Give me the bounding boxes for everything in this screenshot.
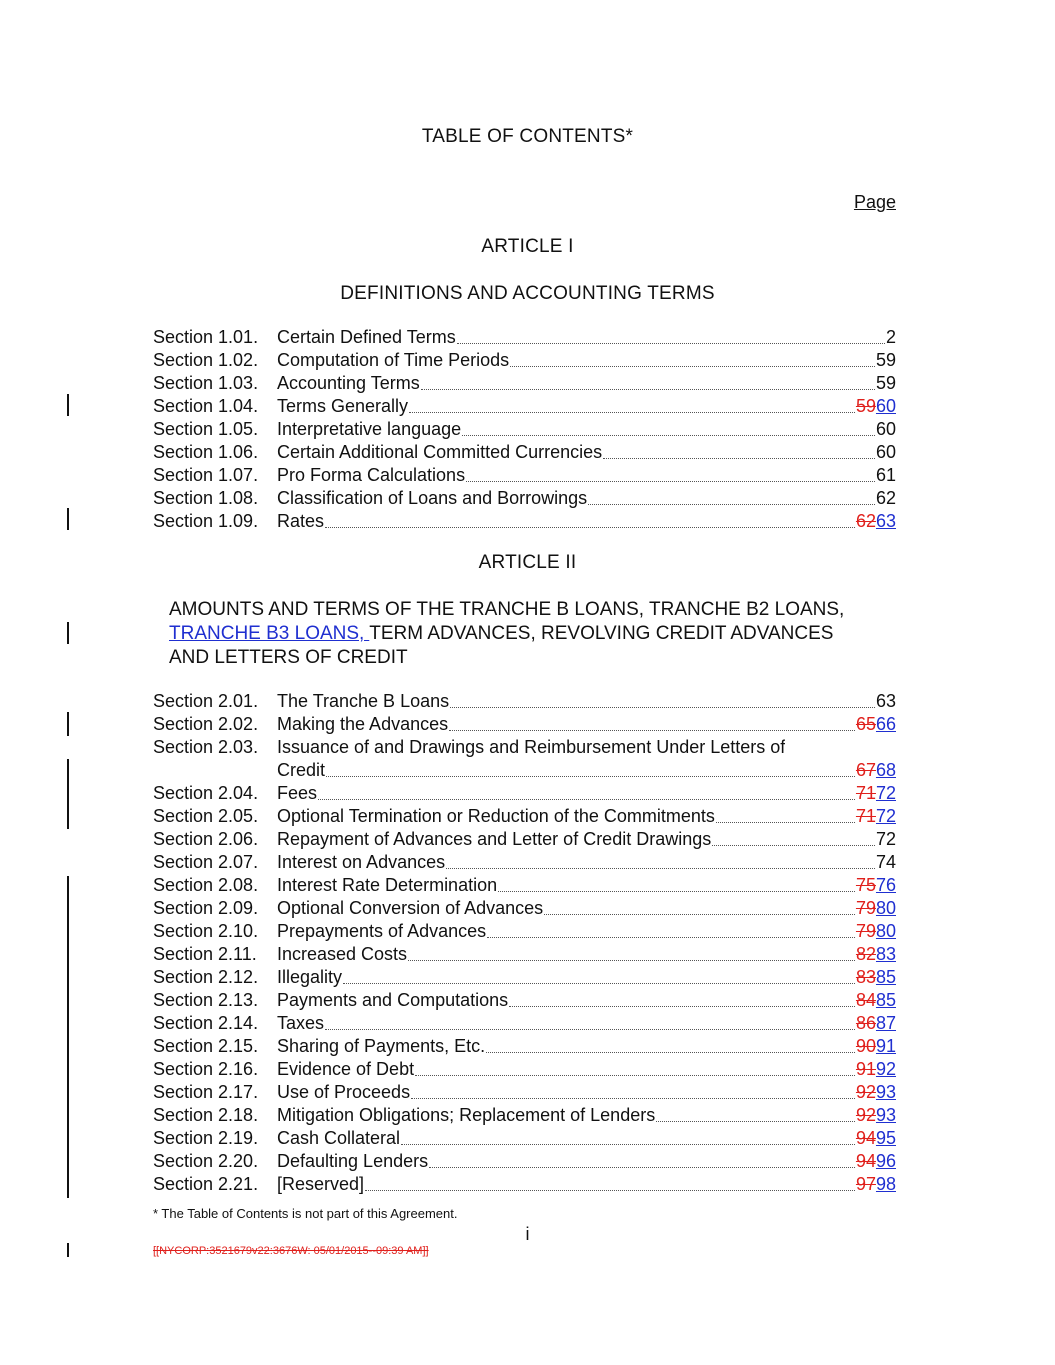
section-number: Section 2.18. <box>153 1105 259 1125</box>
leader-dots <box>487 937 855 938</box>
section-number: Section 2.02. <box>153 714 259 734</box>
toc-row[interactable] <box>153 943 896 966</box>
toc-row[interactable] <box>153 874 896 897</box>
inserted-title-text: TRANCHE B3 LOANS, <box>169 623 370 644</box>
deleted-page: 84 <box>855 990 876 1010</box>
leader-dots <box>421 389 875 390</box>
leader-dots <box>457 343 885 344</box>
leader-dots <box>544 914 855 915</box>
toc-row[interactable] <box>153 690 896 713</box>
page-number-revised <box>856 966 896 989</box>
inserted-page: 66 <box>875 714 896 734</box>
section-title[interactable]: Prepayments of Advances <box>277 921 487 941</box>
section-number: Section 1.03. <box>153 373 259 393</box>
section-number: Section 2.08. <box>153 875 259 895</box>
section-number: Section 2.04. <box>153 783 259 803</box>
toc-row[interactable] <box>153 1173 896 1196</box>
section-title[interactable]: Computation of Time Periods <box>277 350 510 370</box>
leader-dots <box>401 1144 855 1145</box>
toc-row[interactable] <box>153 1058 896 1081</box>
section-number: Section 2.20. <box>153 1151 259 1171</box>
deleted-page: 62 <box>855 511 876 531</box>
section-title[interactable]: Optional Termination or Reduction of the Commitments <box>277 806 715 826</box>
page-number-revised <box>856 1173 896 1196</box>
section-title[interactable]: Evidence of Debt <box>277 1059 415 1079</box>
article-2-title-line-1: AMOUNTS AND TERMS OF THE TRANCHE B LOANS, TRANCHE B2 LOANS, <box>169 599 845 620</box>
toc-row[interactable] <box>153 418 896 441</box>
inserted-page: 72 <box>875 806 896 826</box>
section-number: Section 2.13. <box>153 990 259 1010</box>
page-number-revised <box>856 989 896 1012</box>
section-number: Section 2.03. <box>153 737 259 757</box>
title-text: TERM ADVANCES, REVOLVING CREDIT ADVANCES <box>369 623 834 644</box>
toc-row[interactable] <box>153 920 896 943</box>
inserted-page: 68 <box>875 760 896 780</box>
change-bar <box>67 712 69 736</box>
section-number: Section 1.09. <box>153 511 259 531</box>
page-number-revised <box>856 1012 896 1035</box>
toc-row[interactable] <box>153 1035 896 1058</box>
page-number: 59 <box>875 350 896 370</box>
section-number: Section 1.02. <box>153 350 259 370</box>
page-number-revised <box>856 510 896 533</box>
deleted-page: 92 <box>855 1105 876 1125</box>
leader-dots <box>343 983 855 984</box>
section-title[interactable]: Certain Defined Terms <box>277 327 456 347</box>
page-number-revised <box>856 805 896 828</box>
leader-dots <box>446 868 875 869</box>
leader-dots <box>603 458 875 459</box>
inserted-page: 80 <box>875 921 896 941</box>
article-2-title-line-2 <box>169 622 899 646</box>
toc-row[interactable] <box>153 805 896 828</box>
inserted-page: 96 <box>875 1151 896 1171</box>
page-number-revised <box>856 1081 896 1104</box>
toc-row[interactable] <box>153 464 896 487</box>
leader-dots <box>408 960 855 961</box>
section-number: Section 2.11. <box>153 944 257 964</box>
leader-dots <box>498 891 855 892</box>
page-number-revised <box>856 1127 896 1150</box>
page-number-revised <box>856 395 896 418</box>
inserted-page: 95 <box>875 1128 896 1148</box>
article-2-toc <box>153 690 896 1196</box>
page-number: 60 <box>875 442 896 462</box>
toc-row[interactable] <box>153 851 896 874</box>
section-number: Section 2.10. <box>153 921 259 941</box>
section-title[interactable]: Defaulting Lenders <box>277 1151 429 1171</box>
leader-dots <box>450 707 875 708</box>
section-number: Section 2.19. <box>153 1128 259 1148</box>
leader-dots <box>429 1167 855 1168</box>
leader-dots <box>325 527 855 528</box>
leader-dots <box>712 845 875 846</box>
section-title[interactable]: Repayment of Advances and Letter of Credit Drawings <box>277 829 712 849</box>
page-number-revised <box>856 897 896 920</box>
deleted-page: 79 <box>855 898 876 918</box>
document-id: [[NYCORP:3521679v22:3676W: 05/01/2015--09:39 AM]] <box>153 1245 429 1257</box>
page-number-revised <box>856 782 896 805</box>
section-number: Section 1.05. <box>153 419 259 439</box>
toc-row[interactable] <box>153 1104 896 1127</box>
section-number: Section 2.15. <box>153 1036 259 1056</box>
section-title-continued[interactable]: Credit <box>277 760 326 780</box>
page-number: 59 <box>875 373 896 393</box>
change-bar <box>67 759 69 829</box>
page-number: 72 <box>875 829 896 849</box>
section-number: Section 2.07. <box>153 852 259 872</box>
leader-dots <box>409 412 855 413</box>
toc-row[interactable] <box>153 349 896 372</box>
toc-row[interactable] <box>153 1081 896 1104</box>
page-number: 61 <box>875 465 896 485</box>
page-number-revised <box>856 1058 896 1081</box>
page-number: 74 <box>875 852 896 872</box>
section-title[interactable]: Interpretative language <box>277 419 462 439</box>
section-number: Section 2.12. <box>153 967 259 987</box>
change-bar <box>67 394 69 416</box>
section-title[interactable]: Rates <box>277 511 325 531</box>
toc-row[interactable] <box>153 1127 896 1150</box>
toc-row[interactable] <box>153 713 896 736</box>
section-number: Section 1.06. <box>153 442 259 462</box>
section-title[interactable]: Accounting Terms <box>277 373 420 393</box>
toc-row[interactable] <box>153 395 896 418</box>
change-bar <box>67 622 69 644</box>
section-title[interactable]: The Tranche B Loans <box>277 691 450 711</box>
inserted-page: 63 <box>875 511 896 531</box>
section-title[interactable]: Taxes <box>277 1013 325 1033</box>
deleted-page: 82 <box>855 944 876 964</box>
inserted-page: 83 <box>875 944 896 964</box>
article-2-title-line-3: AND LETTERS OF CREDIT <box>169 647 408 668</box>
inserted-page: 91 <box>875 1036 896 1056</box>
section-number: Section 2.05. <box>153 806 259 826</box>
page-number-revised <box>856 920 896 943</box>
change-bar <box>67 1243 69 1257</box>
deleted-page: 79 <box>855 921 876 941</box>
section-number: Section 2.09. <box>153 898 259 918</box>
leader-dots <box>716 822 855 823</box>
page-number-revised <box>856 943 896 966</box>
inserted-page: 76 <box>875 875 896 895</box>
toc-row[interactable] <box>153 441 896 464</box>
deleted-page: 67 <box>855 760 876 780</box>
deleted-page: 90 <box>855 1036 876 1056</box>
section-number: Section 2.21. <box>153 1174 259 1194</box>
section-number: Section 1.01. <box>153 327 259 347</box>
toc-row[interactable] <box>153 989 896 1012</box>
section-title[interactable]: Fees <box>277 783 318 803</box>
toc-row[interactable] <box>153 326 896 349</box>
page-number-revised <box>856 1104 896 1127</box>
deleted-page: 83 <box>855 967 876 987</box>
deleted-page: 94 <box>855 1151 876 1171</box>
inserted-page: 60 <box>875 396 896 416</box>
section-title[interactable]: Mitigation Obligations; Replacement of Lenders <box>277 1105 656 1125</box>
leader-dots <box>318 799 855 800</box>
toc-row[interactable] <box>153 1012 896 1035</box>
inserted-page: 92 <box>875 1059 896 1079</box>
section-title[interactable]: Increased Costs <box>277 944 408 964</box>
inserted-page: 93 <box>875 1082 896 1102</box>
page-column-label: Page <box>853 192 896 212</box>
page-number-revised <box>856 759 896 782</box>
section-number: Section 1.07. <box>153 465 259 485</box>
inserted-page: 72 <box>875 783 896 803</box>
change-bar <box>67 876 69 1198</box>
page-number-revised <box>856 874 896 897</box>
inserted-page: 85 <box>875 990 896 1010</box>
leader-dots <box>411 1098 855 1099</box>
deleted-page: 71 <box>855 806 876 826</box>
article-1-label: ARTICLE I <box>481 236 574 257</box>
section-title[interactable]: Certain Additional Committed Currencies <box>277 442 603 462</box>
toc-title: TABLE OF CONTENTS* <box>421 126 634 147</box>
deleted-page: 94 <box>855 1128 876 1148</box>
inserted-page: 85 <box>875 967 896 987</box>
leader-dots <box>510 366 875 367</box>
inserted-page: 80 <box>875 898 896 918</box>
toc-row-continuation[interactable] <box>153 759 896 782</box>
deleted-page: 91 <box>855 1059 876 1079</box>
toc-row[interactable] <box>153 1150 896 1173</box>
deleted-page: 71 <box>855 783 876 803</box>
leader-dots <box>462 435 875 436</box>
page-number-revised <box>856 1150 896 1173</box>
section-number: Section 1.04. <box>153 396 259 416</box>
article-2-label: ARTICLE II <box>478 552 577 573</box>
section-title[interactable]: [Reserved] <box>277 1174 365 1194</box>
inserted-page: 87 <box>875 1013 896 1033</box>
toc-row[interactable] <box>153 372 896 395</box>
leader-dots <box>486 1052 855 1053</box>
inserted-page: 93 <box>875 1105 896 1125</box>
inserted-page: 98 <box>875 1174 896 1194</box>
deleted-page: 65 <box>855 714 876 734</box>
section-title[interactable]: Classification of Loans and Borrowings <box>277 488 588 508</box>
leader-dots <box>326 776 855 777</box>
page-number-footer: i <box>525 1224 530 1244</box>
section-number: Section 1.08. <box>153 488 259 508</box>
toc-row[interactable] <box>153 487 896 510</box>
toc-row[interactable] <box>153 966 896 989</box>
leader-dots <box>466 481 875 482</box>
section-title[interactable]: Illegality <box>277 967 343 987</box>
article-1-title: DEFINITIONS AND ACCOUNTING TERMS <box>340 283 715 304</box>
toc-row[interactable] <box>153 897 896 920</box>
page-number-revised <box>856 1035 896 1058</box>
leader-dots <box>656 1121 855 1122</box>
section-number: Section 2.06. <box>153 829 259 849</box>
section-title[interactable]: Payments and Computations <box>277 990 509 1010</box>
section-title[interactable]: Cash Collateral <box>277 1128 401 1148</box>
section-number: Section 2.16. <box>153 1059 259 1079</box>
section-title[interactable]: Sharing of Payments, Etc. <box>277 1036 486 1056</box>
section-number: Section 2.01. <box>153 691 259 711</box>
leader-dots <box>588 504 875 505</box>
toc-row-first-line[interactable] <box>153 736 896 759</box>
page-number-revised <box>856 713 896 736</box>
leader-dots <box>449 730 855 731</box>
leader-dots <box>365 1190 855 1191</box>
article-1-toc <box>153 326 896 533</box>
article-2-title <box>169 598 899 670</box>
section-title[interactable]: Use of Proceeds <box>277 1082 411 1102</box>
section-number: Section 2.14. <box>153 1013 259 1033</box>
deleted-page: 86 <box>855 1013 876 1033</box>
section-number: Section 2.17. <box>153 1082 259 1102</box>
toc-row[interactable] <box>153 782 896 805</box>
deleted-page: 97 <box>855 1174 876 1194</box>
page-number: 62 <box>875 488 896 508</box>
toc-row[interactable] <box>153 828 896 851</box>
change-bar <box>67 508 69 530</box>
footnote: * The Table of Contents is not part of this Agreement. <box>153 1206 458 1221</box>
toc-row[interactable] <box>153 510 896 533</box>
section-title[interactable]: Pro Forma Calculations <box>277 465 466 485</box>
page-number: 2 <box>885 327 896 347</box>
section-title[interactable]: Terms Generally <box>277 396 409 416</box>
page-number: 60 <box>875 419 896 439</box>
section-title[interactable]: Issuance of and Drawings and Reimbursement Under Letters of <box>277 737 786 757</box>
section-title[interactable]: Interest on Advances <box>277 852 446 872</box>
deleted-page: 75 <box>855 875 876 895</box>
section-title[interactable]: Optional Conversion of Advances <box>277 898 544 918</box>
leader-dots <box>415 1075 855 1076</box>
deleted-page: 59 <box>855 396 876 416</box>
section-title[interactable]: Interest Rate Determination <box>277 875 498 895</box>
deleted-page: 92 <box>855 1082 876 1102</box>
leader-dots <box>325 1029 855 1030</box>
section-title[interactable]: Making the Advances <box>277 714 449 734</box>
leader-dots <box>509 1006 855 1007</box>
page-number: 63 <box>875 691 896 711</box>
